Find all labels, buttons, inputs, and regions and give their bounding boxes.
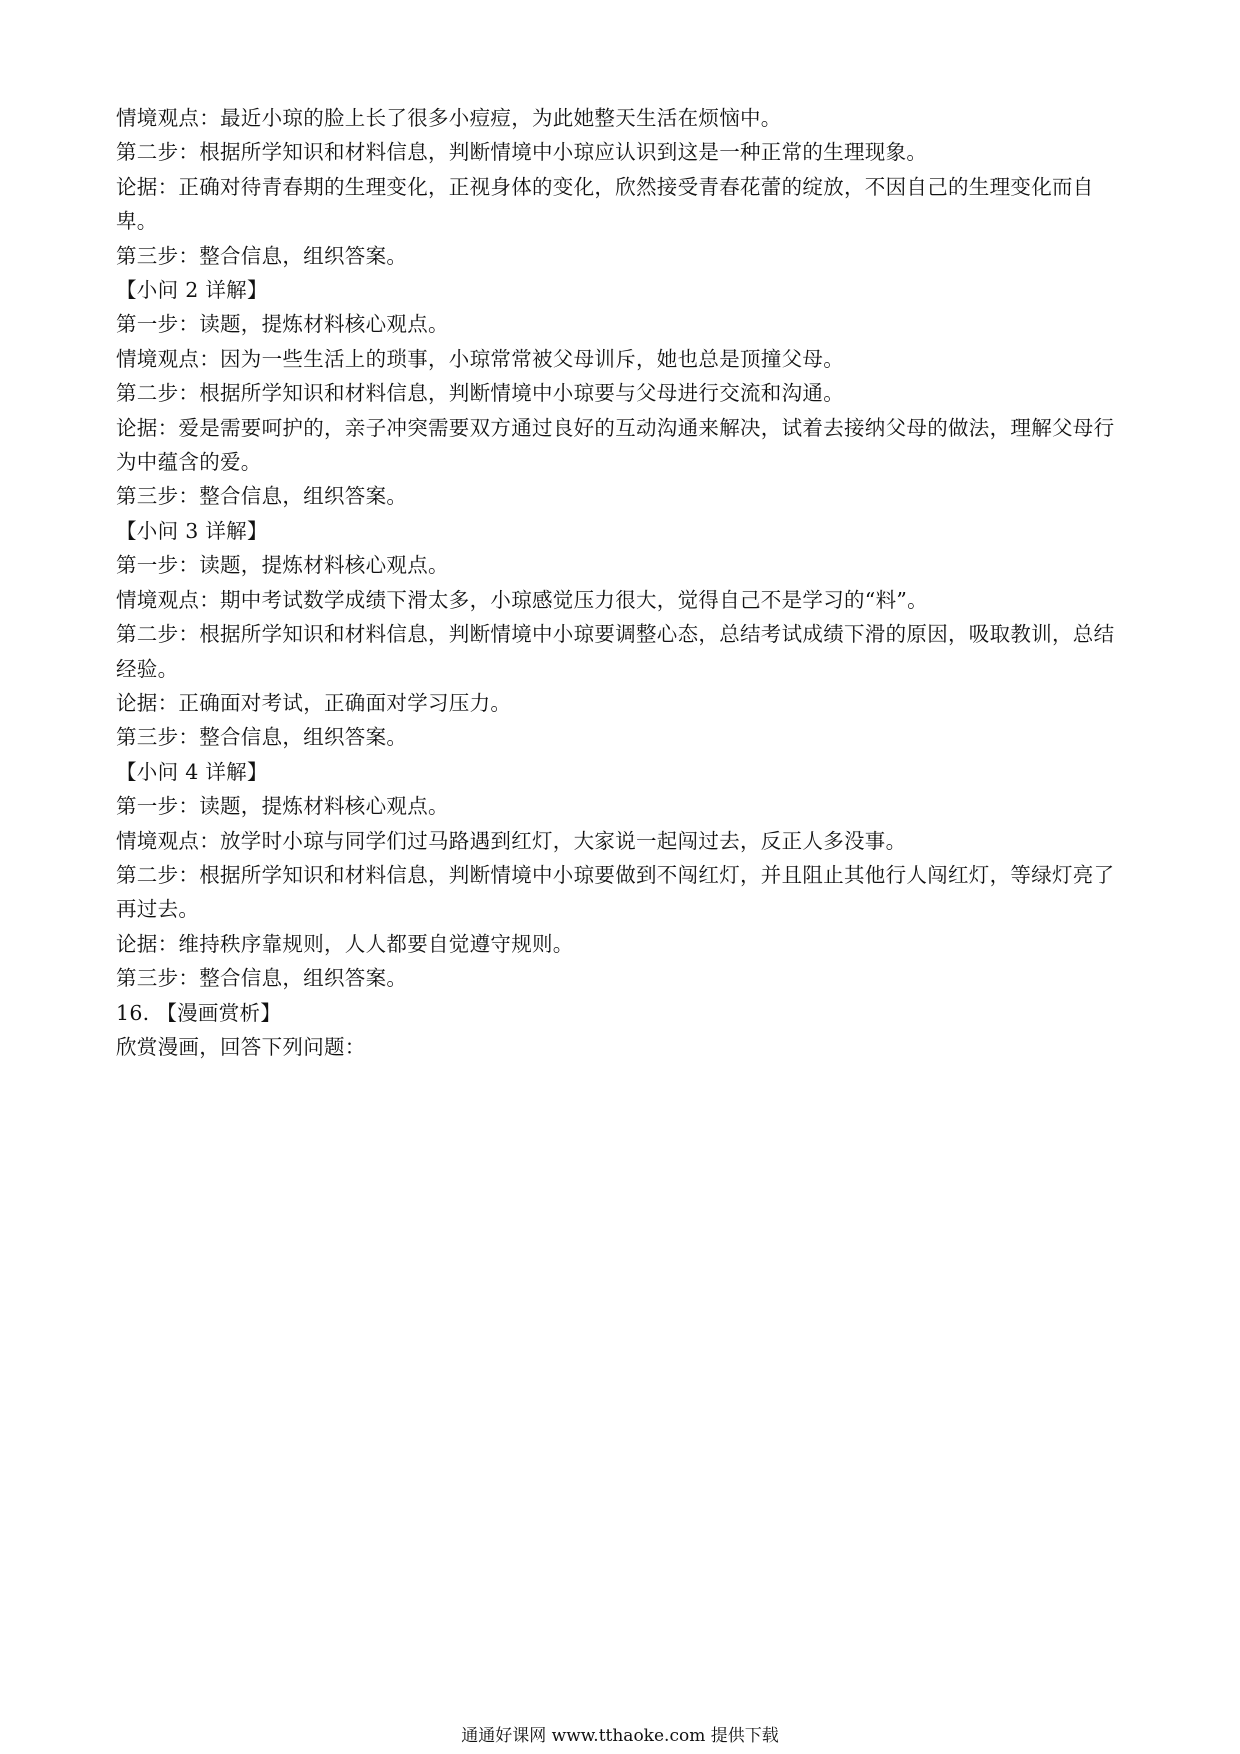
paragraph-step-3-q2: 第三步：整合信息，组织答案。 xyxy=(116,484,408,509)
heading-question-3: 【小问 3 详解】 xyxy=(116,518,268,543)
heading-question-16: 16. 【漫画赏析】 xyxy=(116,1000,282,1025)
paragraph-step-3-q3: 第三步：整合信息，组织答案。 xyxy=(116,725,408,750)
paragraph-scenario-view-q3: 情境观点：期中考试数学成绩下滑太多，小琼感觉压力很大，觉得自己不是学习的“料”。 xyxy=(116,587,928,612)
paragraph-scenario-view-q4: 情境观点：放学时小琼与同学们过马路遇到红灯，大家说一起闯过去，反正人多没事。 xyxy=(116,828,907,853)
paragraph-argument-q1: 论据：正确对待青春期的生理变化，正视身体的变化，欣然接受青春花蕾的绽放，不因自己的生理变化而自卑。 xyxy=(116,174,1094,234)
paragraph-step-3-q1: 第三步：整合信息，组织答案。 xyxy=(116,243,408,268)
paragraph-step-2-q3: 第二步：根据所学知识和材料信息，判断情境中小琼要调整心态，总结考试成绩下滑的原因，吸取教训，总结经验。 xyxy=(116,622,1115,681)
paragraph-step-1-q3: 第一步：读题，提炼材料核心观点。 xyxy=(116,553,449,578)
page-footer: 通通好课网 www.tthaoke.com 提供下载 xyxy=(461,1726,779,1746)
paragraph-argument-q4: 论据：维持秩序靠规则，人人都要自觉遵守规则。 xyxy=(116,931,574,956)
paragraph-instruction-16: 欣赏漫画，回答下列问题： xyxy=(116,1034,366,1059)
heading-question-2: 【小问 2 详解】 xyxy=(116,278,268,303)
paragraph-step-3-q4: 第三步：整合信息，组织答案。 xyxy=(116,966,408,991)
paragraph-step-2-q1: 第二步：根据所学知识和材料信息，判断情境中小琼应认识到这是一种正常的生理现象。 xyxy=(116,140,928,165)
paragraph-step-2-q4: 第二步：根据所学知识和材料信息，判断情境中小琼要做到不闯红灯，并且阻止其他行人闯红灯，等绿灯亮了再过去。 xyxy=(116,862,1115,922)
heading-question-4: 【小问 4 详解】 xyxy=(116,759,268,784)
paragraph-step-2-q2: 第二步：根据所学知识和材料信息，判断情境中小琼要与父母进行交流和沟通。 xyxy=(116,381,844,406)
paragraph-argument-q2: 论据：爱是需要呵护的，亲子冲突需要双方通过良好的互动沟通来解决，试着去接纳父母的做法，理解父母行为中蕴含的爱。 xyxy=(116,415,1115,475)
paragraph-scenario-view-q2: 情境观点：因为一些生活上的琐事，小琼常常被父母训斥，她也总是顶撞父母。 xyxy=(116,346,844,371)
document-body xyxy=(116,101,1126,1064)
paragraph-scenario-view-1: 情境观点：最近小琼的脸上长了很多小痘痘，为此她整天生活在烦恼中。 xyxy=(116,106,782,130)
paragraph-step-1-q2: 第一步：读题，提炼材料核心观点。 xyxy=(116,312,449,337)
paragraph-step-1-q4: 第一步：读题，提炼材料核心观点。 xyxy=(116,794,449,819)
paragraph-argument-q3: 论据：正确面对考试，正确面对学习压力。 xyxy=(116,690,512,715)
